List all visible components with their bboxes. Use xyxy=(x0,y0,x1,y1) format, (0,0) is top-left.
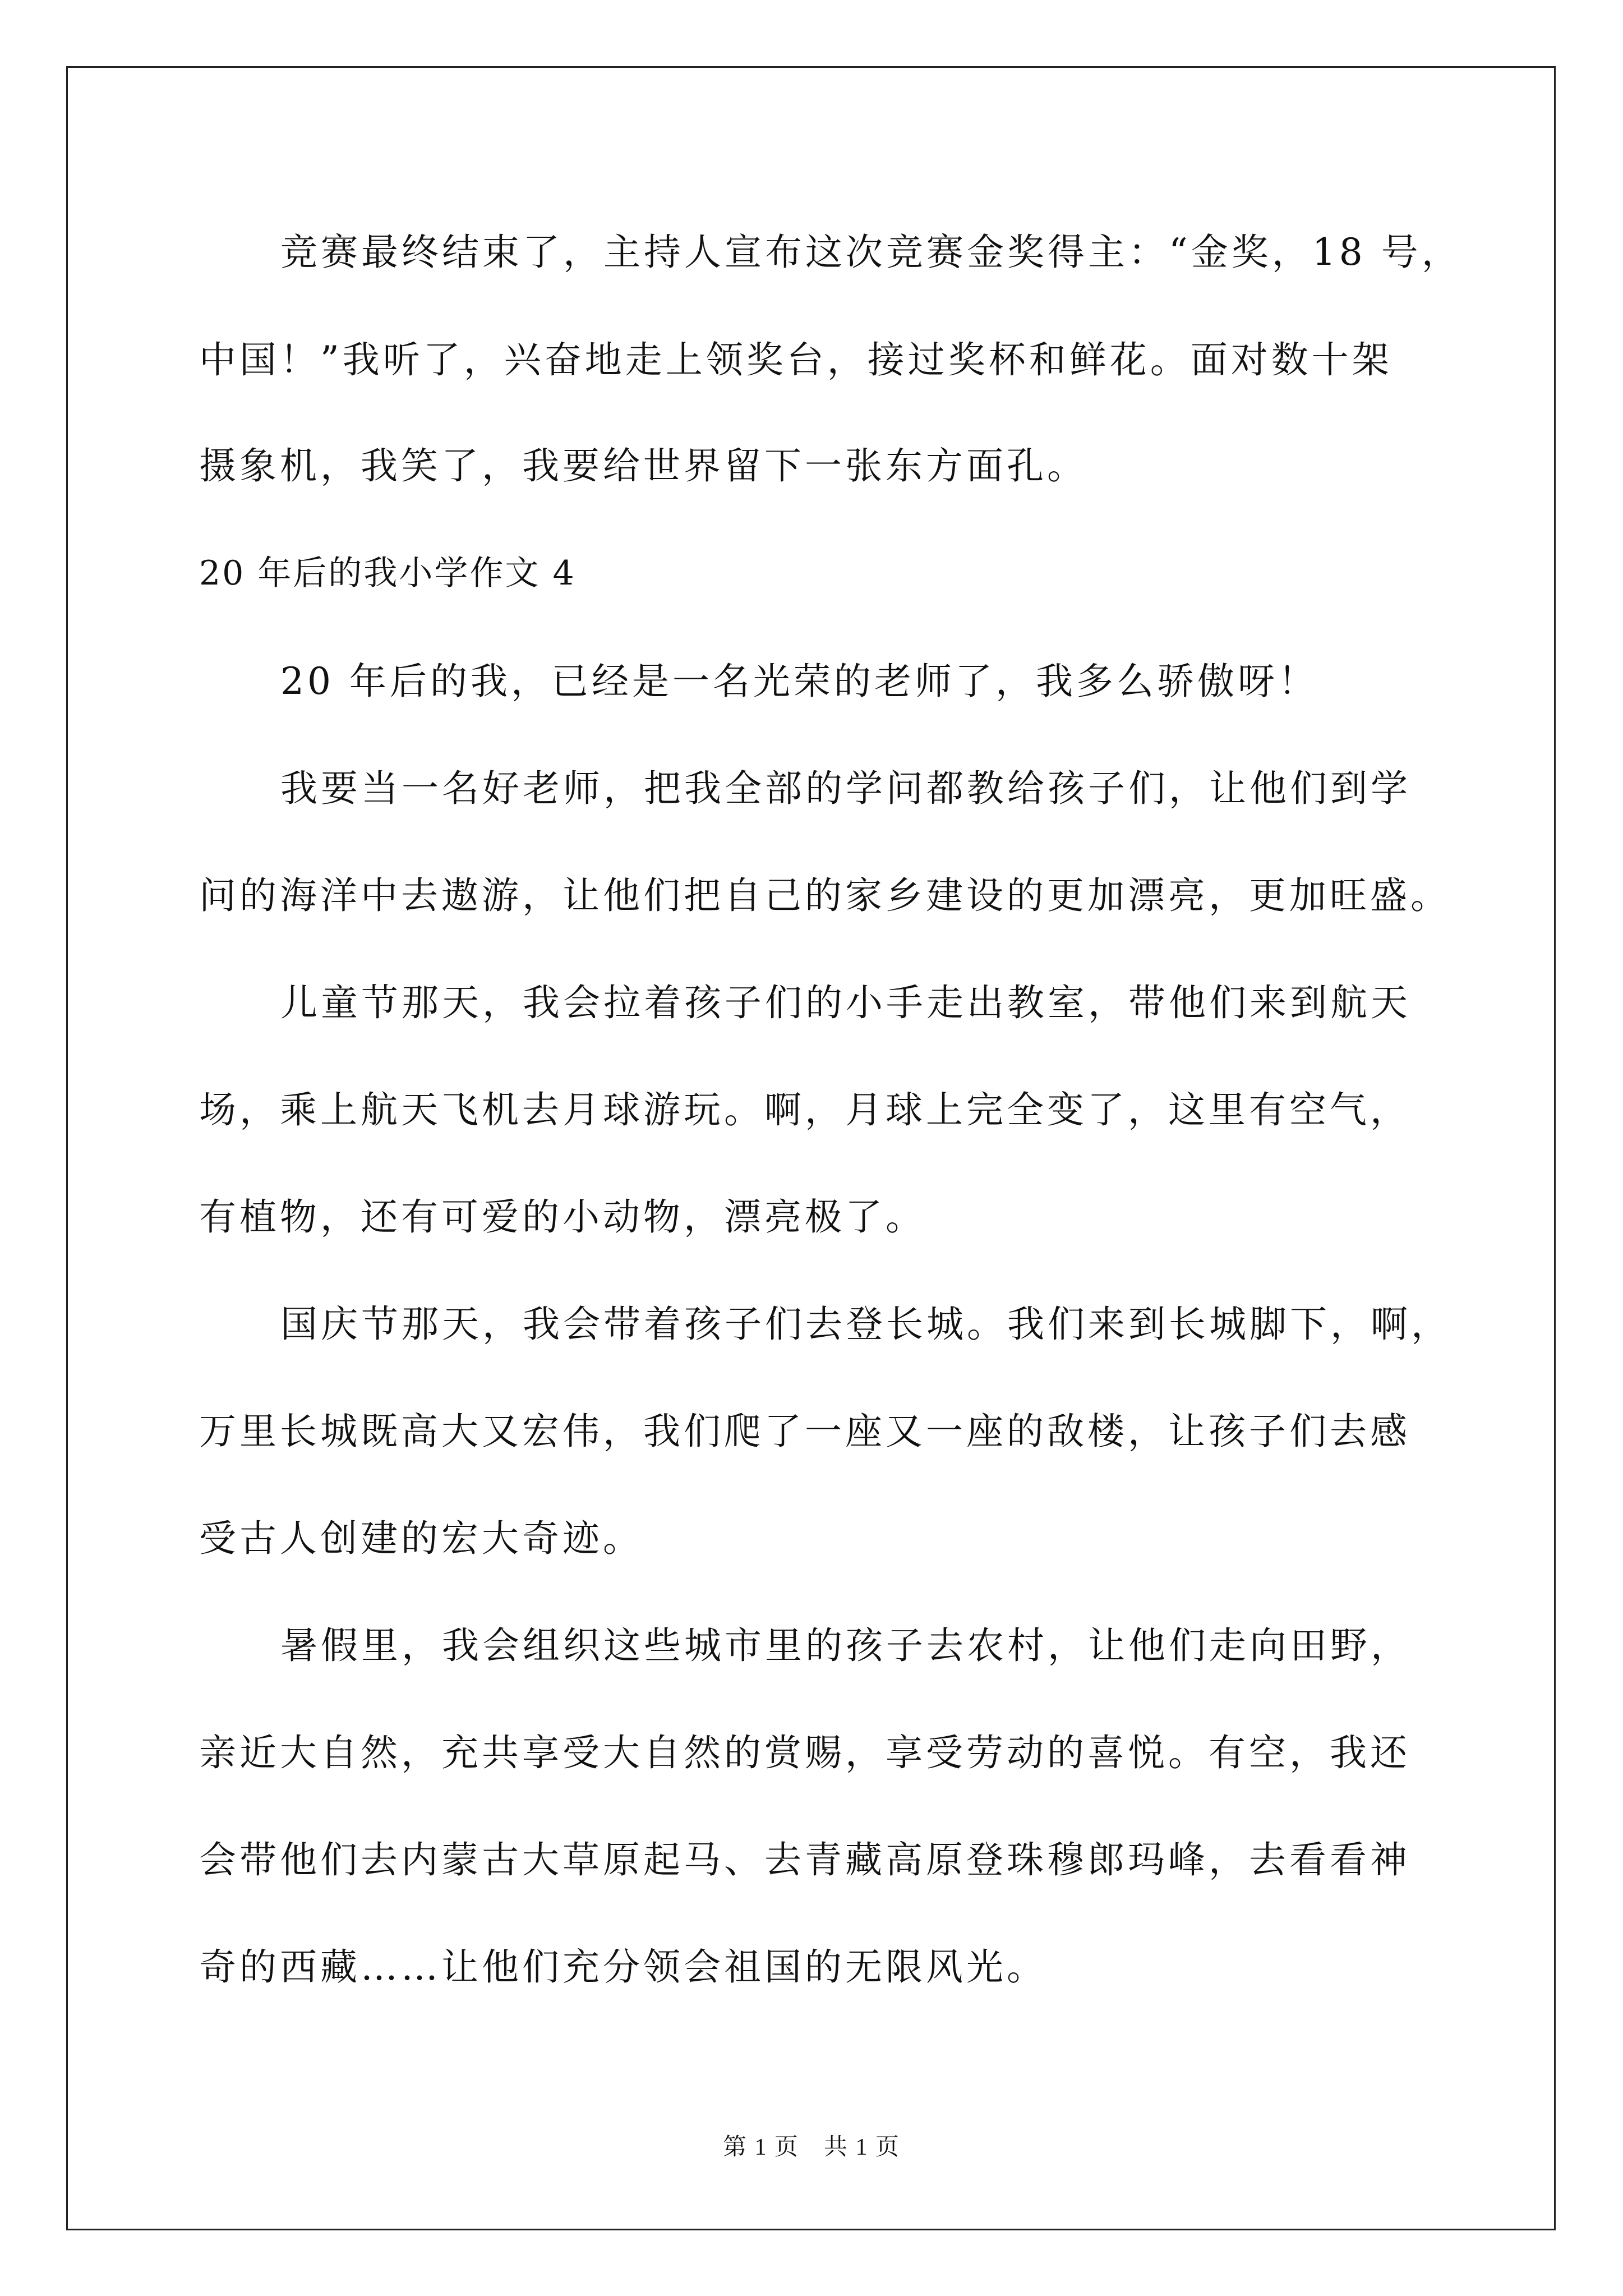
paragraph-line: 受古人创建的宏大奇迹。 xyxy=(199,1517,643,1560)
paragraph-line: 万里长城既高大又宏伟，我们爬了一座又一座的敌楼，让孩子们去感 xyxy=(199,1410,1410,1453)
paragraph-line: 我要当一名好老师，把我全部的学问都教给孩子们，让他们到学 xyxy=(280,767,1411,810)
paragraph-line: 会带他们去内蒙古大草原起马、去青藏高原登珠穆郎玛峰，去看看神 xyxy=(199,1838,1410,1881)
page-border xyxy=(66,66,1556,2230)
paragraph-line: 问的海洋中去遨游，让他们把自己的家乡建设的更加漂亮，更加旺盛。 xyxy=(199,874,1451,917)
paragraph-line: 暑假里，我会组织这些城市里的孩子去农村，让他们走向田野， xyxy=(280,1624,1411,1667)
paragraph-line: 竞赛最终结束了，主持人宣布这次竞赛金奖得主：“金奖，18 号， xyxy=(280,231,1462,274)
section-heading: 20 年后的我小学作文 4 xyxy=(199,554,576,593)
paragraph-line: 儿童节那天，我会拉着孩子们的小手走出教室，带他们来到航天 xyxy=(280,981,1411,1024)
paragraph-line: 中国！”我听了，兴奋地走上领奖台，接过奖杯和鲜花。面对数十架 xyxy=(199,338,1393,381)
paragraph-line: 奇的西藏……让他们充分领会祖国的无限风光。 xyxy=(199,1945,1047,1989)
paragraph-line: 摄象机，我笑了，我要给世界留下一张东方面孔。 xyxy=(199,444,1087,487)
paragraph-line: 亲近大自然，充共享受大自然的赏赐，享受劳动的喜悦。有空，我还 xyxy=(199,1731,1410,1774)
paragraph-line: 国庆节那天，我会带着孩子们去登长城。我们来到长城脚下，啊， xyxy=(280,1303,1451,1346)
page-footer: 第 1 页 共 1 页 xyxy=(722,2134,900,2160)
paragraph-line: 有植物，还有可爱的小动物，漂亮极了。 xyxy=(199,1195,926,1239)
paragraph-line: 20 年后的我，已经是一名光荣的老师了，我多么骄傲呀！ xyxy=(280,660,1318,703)
paragraph-line: 场，乘上航天飞机去月球游玩。啊，月球上完全变了，这里有空气， xyxy=(199,1088,1410,1131)
